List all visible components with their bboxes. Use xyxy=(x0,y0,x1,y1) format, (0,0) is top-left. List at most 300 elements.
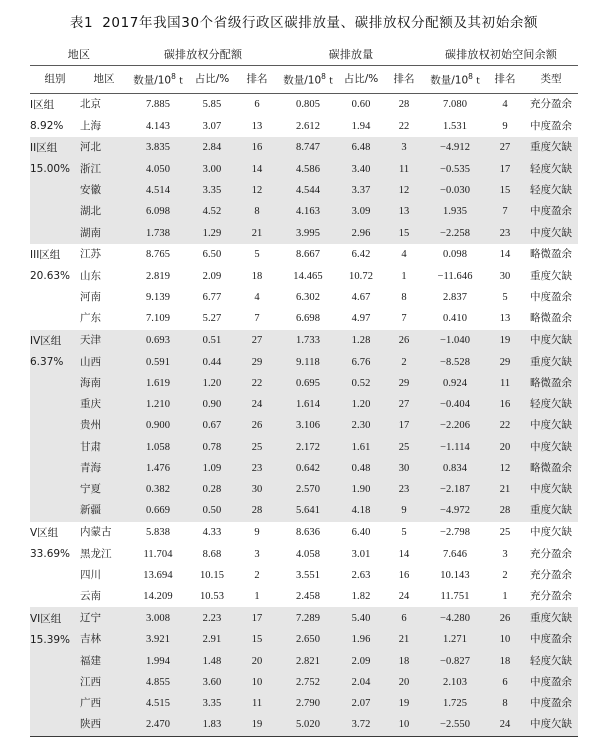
carbon-emission-table xyxy=(30,45,578,737)
cell-emission-quantity: 2.752 xyxy=(278,672,338,693)
cell-alloc-rank: 15 xyxy=(236,629,278,650)
cell-alloc-share: 6.50 xyxy=(202,249,222,261)
cell-alloc-rank: 17 xyxy=(236,607,278,629)
cell-alloc-share: 0.78 xyxy=(188,437,236,458)
table-row xyxy=(30,223,578,244)
cell-emission-rank: 2 xyxy=(384,352,424,373)
cell-province: 甘肃 xyxy=(80,437,128,458)
cell-type: 轻度欠缺 xyxy=(524,394,578,415)
cell-balance-quantity: 1.725 xyxy=(424,693,486,714)
cell-emission-share: 1.94 xyxy=(351,120,371,132)
header-group-allocation: 碳排放权分配额 xyxy=(128,45,278,66)
header-col-bal-qty: 数量$/10^8$ t xyxy=(430,72,480,87)
cell-emission-share: 6.42 xyxy=(351,249,371,261)
cell-alloc-quantity: 1.058 xyxy=(128,437,188,458)
cell-balance-rank: 29 xyxy=(486,352,524,373)
cell-type: 充分盈余 xyxy=(530,590,573,603)
cell-alloc-rank: 27 xyxy=(236,330,278,352)
cell-balance-quantity: 2.837 xyxy=(442,292,468,304)
cell-emission-quantity: 3.106 xyxy=(278,415,338,436)
cell-balance-quantity: 0.098 xyxy=(442,249,468,261)
cell-type: 重度欠缺 xyxy=(530,270,573,283)
cell-alloc-share: 3.00 xyxy=(188,159,236,180)
cell-alloc-quantity: 0.693 xyxy=(128,330,188,352)
cell-type: 中度欠缺 xyxy=(524,437,578,458)
cell-balance-rank: 28 xyxy=(486,500,524,521)
cell-province: 海南 xyxy=(80,373,128,394)
cell-alloc-rank: 28 xyxy=(236,500,278,521)
cell-alloc-quantity: 11.704 xyxy=(143,548,173,560)
cell-balance-quantity: −4.912 xyxy=(424,137,486,159)
cell-emission-quantity: 5.641 xyxy=(278,500,338,521)
cell-emission-quantity: 3.995 xyxy=(278,223,338,244)
header-col-alloc-rank: 排名 xyxy=(246,72,268,85)
cell-emission-quantity: 2.570 xyxy=(278,479,338,500)
cell-balance-rank: 2 xyxy=(502,569,508,581)
cell-province: 湖北 xyxy=(80,201,128,222)
cell-group xyxy=(30,437,80,458)
cell-emission-share: 2.07 xyxy=(338,693,384,714)
cell-type: 轻度欠缺 xyxy=(524,651,578,672)
group-label: II区组 xyxy=(30,142,58,155)
table-row xyxy=(30,500,578,521)
table-row xyxy=(30,308,578,329)
cell-emission-quantity: 1.614 xyxy=(278,394,338,415)
cell-province: 重庆 xyxy=(80,394,128,415)
cell-balance-rank: 8 xyxy=(486,693,524,714)
cell-emission-share: 6.76 xyxy=(338,352,384,373)
cell-alloc-share: 0.44 xyxy=(188,352,236,373)
cell-alloc-rank: 11 xyxy=(236,693,278,714)
cell-alloc-rank: 10 xyxy=(236,672,278,693)
cell-alloc-quantity: 1.476 xyxy=(128,458,188,479)
cell-emission-quantity: 8.667 xyxy=(295,249,321,261)
cell-alloc-quantity: 1.619 xyxy=(128,373,188,394)
cell-emission-rank: 15 xyxy=(384,223,424,244)
cell-province: 吉林 xyxy=(80,629,128,650)
cell-type: 轻度欠缺 xyxy=(524,180,578,201)
cell-balance-quantity: 10.143 xyxy=(440,569,470,581)
cell-alloc-share: 2.23 xyxy=(188,607,236,629)
header-col-alloc-qty: 数量$/10^8$ t xyxy=(133,72,183,87)
cell-alloc-share: 1.29 xyxy=(188,223,236,244)
table-row xyxy=(30,373,578,394)
cell-alloc-rank: 14 xyxy=(236,159,278,180)
cell-alloc-share: 8.68 xyxy=(202,548,222,560)
cell-emission-rank: 6 xyxy=(384,607,424,629)
table-row xyxy=(30,672,578,693)
cell-emission-quantity: 5.020 xyxy=(278,714,338,736)
cell-type: 中度盈余 xyxy=(524,693,578,714)
cell-balance-rank: 1 xyxy=(502,591,508,603)
cell-balance-quantity: 0.924 xyxy=(424,373,486,394)
cell-emission-quantity: 14.465 xyxy=(293,271,323,283)
cell-alloc-rank: 26 xyxy=(236,415,278,436)
cell-province: 辽宁 xyxy=(80,607,128,629)
cell-emission-quantity: 8.747 xyxy=(278,137,338,159)
header-col-group: 组别 xyxy=(44,72,66,85)
cell-emission-share: 5.40 xyxy=(338,607,384,629)
cell-emission-share: 1.96 xyxy=(338,629,384,650)
cell-balance-quantity: −0.030 xyxy=(424,180,486,201)
cell-balance-rank: 3 xyxy=(502,548,508,560)
cell-alloc-quantity: 5.838 xyxy=(145,526,171,538)
cell-type: 中度欠缺 xyxy=(524,714,578,736)
cell-province: 贵州 xyxy=(80,415,128,436)
cell-group xyxy=(30,244,80,266)
cell-alloc-quantity: 13.694 xyxy=(143,569,173,581)
table-row xyxy=(30,693,578,714)
cell-group xyxy=(30,93,80,116)
cell-alloc-quantity: 6.098 xyxy=(128,201,188,222)
cell-alloc-quantity: 3.835 xyxy=(128,137,188,159)
cell-type: 重度欠缺 xyxy=(524,607,578,629)
cell-type: 略微盈余 xyxy=(524,373,578,394)
cell-province: 北京 xyxy=(80,97,101,110)
cell-emission-quantity: 1.733 xyxy=(278,330,338,352)
cell-type: 中度欠缺 xyxy=(530,525,573,538)
cell-balance-quantity: −2.206 xyxy=(424,415,486,436)
header-col-bal-rank: 排名 xyxy=(494,72,516,85)
cell-emission-share: 0.52 xyxy=(338,373,384,394)
table-row xyxy=(30,352,578,373)
cell-emission-rank: 27 xyxy=(384,394,424,415)
cell-type: 中度欠缺 xyxy=(524,415,578,436)
cell-province: 宁夏 xyxy=(80,479,128,500)
cell-balance-quantity: 1.531 xyxy=(442,120,468,132)
cell-balance-rank: 4 xyxy=(502,98,508,110)
cell-alloc-quantity: 1.994 xyxy=(128,651,188,672)
table-row xyxy=(30,458,578,479)
cell-alloc-rank: 8 xyxy=(236,201,278,222)
cell-emission-share: 6.40 xyxy=(351,526,371,538)
group-percentage: 20.63% xyxy=(30,270,71,283)
cell-province: 上海 xyxy=(80,119,101,132)
cell-emission-share: 1.82 xyxy=(351,591,371,603)
cell-alloc-quantity: 1.738 xyxy=(128,223,188,244)
cell-group xyxy=(30,223,80,244)
cell-alloc-share: 1.09 xyxy=(188,458,236,479)
cell-group xyxy=(30,479,80,500)
cell-emission-share: 0.60 xyxy=(351,98,371,110)
header-group-balance: 碳排放权初始空间余额 xyxy=(424,45,578,66)
cell-emission-quantity: 4.058 xyxy=(295,548,321,560)
cell-balance-rank: 21 xyxy=(486,479,524,500)
cell-emission-quantity: 2.172 xyxy=(278,437,338,458)
cell-group xyxy=(30,629,80,650)
cell-alloc-quantity: 4.050 xyxy=(128,159,188,180)
cell-province: 安徽 xyxy=(80,180,128,201)
cell-balance-rank: 10 xyxy=(486,629,524,650)
header-sub-row xyxy=(30,66,578,94)
cell-emission-share: 2.04 xyxy=(338,672,384,693)
cell-province: 新疆 xyxy=(80,500,128,521)
header-col-alloc-share: 占比/% xyxy=(194,72,230,85)
cell-province: 黑龙江 xyxy=(80,547,112,560)
cell-emission-quantity: 6.698 xyxy=(295,313,321,325)
cell-emission-rank: 16 xyxy=(398,569,410,581)
cell-balance-rank: 25 xyxy=(499,526,511,538)
table-row xyxy=(30,394,578,415)
cell-balance-quantity: 2.103 xyxy=(424,672,486,693)
cell-group xyxy=(30,137,80,159)
cell-province: 浙江 xyxy=(80,159,128,180)
table-row xyxy=(30,266,578,287)
cell-alloc-rank: 22 xyxy=(236,373,278,394)
cell-emission-rank: 9 xyxy=(384,500,424,521)
cell-alloc-quantity: 0.591 xyxy=(128,352,188,373)
caption-text: 2017年我国30个省级行政区碳排放量、碳排放权分配额及其初始余额 xyxy=(102,15,539,31)
cell-emission-share: 4.67 xyxy=(351,292,371,304)
cell-balance-rank: 17 xyxy=(486,159,524,180)
cell-balance-rank: 16 xyxy=(486,394,524,415)
cell-type: 充分盈余 xyxy=(530,547,573,560)
cell-alloc-rank: 4 xyxy=(254,292,260,304)
cell-balance-quantity: −1.114 xyxy=(424,437,486,458)
cell-alloc-share: 4.33 xyxy=(202,526,222,538)
cell-emission-share: 3.01 xyxy=(351,548,371,560)
table-row xyxy=(30,714,578,736)
cell-emission-quantity: 6.302 xyxy=(295,292,321,304)
cell-type: 中度盈余 xyxy=(530,291,573,304)
cell-alloc-rank: 5 xyxy=(254,249,260,261)
cell-type: 充分盈余 xyxy=(530,97,573,110)
cell-type: 中度欠缺 xyxy=(524,223,578,244)
cell-emission-rank: 29 xyxy=(384,373,424,394)
cell-alloc-rank: 18 xyxy=(251,271,263,283)
header-group-emission: 碳排放量 xyxy=(278,45,424,66)
table-row xyxy=(30,244,578,266)
cell-province: 广东 xyxy=(80,312,101,325)
cell-emission-quantity: 4.544 xyxy=(278,180,338,201)
cell-emission-share: 1.61 xyxy=(338,437,384,458)
cell-balance-quantity: −11.646 xyxy=(437,271,473,283)
cell-balance-quantity: −2.187 xyxy=(424,479,486,500)
table-row xyxy=(30,180,578,201)
cell-alloc-rank: 29 xyxy=(236,352,278,373)
cell-type: 充分盈余 xyxy=(530,568,573,581)
cell-province: 陕西 xyxy=(80,714,128,736)
cell-emission-share: 1.28 xyxy=(338,330,384,352)
cell-emission-rank: 5 xyxy=(401,526,407,538)
cell-alloc-rank: 13 xyxy=(251,120,263,132)
cell-emission-rank: 7 xyxy=(401,313,407,325)
cell-alloc-share: 1.48 xyxy=(188,651,236,672)
cell-group xyxy=(30,458,80,479)
group-label: III区组 xyxy=(30,249,61,262)
cell-emission-rank: 24 xyxy=(398,591,410,603)
cell-group xyxy=(30,693,80,714)
header-col-emis-share: 占比/% xyxy=(343,72,379,85)
cell-alloc-share: 5.27 xyxy=(202,313,222,325)
table-row xyxy=(30,565,578,586)
cell-balance-rank: 14 xyxy=(499,249,511,261)
cell-balance-rank: 20 xyxy=(486,437,524,458)
cell-balance-rank: 15 xyxy=(486,180,524,201)
cell-alloc-share: 6.77 xyxy=(202,292,222,304)
cell-alloc-share: 0.50 xyxy=(188,500,236,521)
group-label: I区组 xyxy=(30,98,55,111)
group-label: VI区组 xyxy=(30,612,62,625)
cell-alloc-rank: 6 xyxy=(254,98,260,110)
cell-group xyxy=(30,565,80,586)
table-row xyxy=(30,137,578,159)
cell-province: 广西 xyxy=(80,693,128,714)
cell-alloc-rank: 19 xyxy=(236,714,278,736)
cell-alloc-quantity: 9.139 xyxy=(145,292,171,304)
cell-emission-share: 6.48 xyxy=(338,137,384,159)
cell-balance-quantity: −4.972 xyxy=(424,500,486,521)
cell-group xyxy=(30,415,80,436)
cell-alloc-rank: 16 xyxy=(236,137,278,159)
cell-type: 中度盈余 xyxy=(524,629,578,650)
cell-alloc-share: 10.53 xyxy=(199,591,225,603)
cell-group xyxy=(30,266,80,287)
cell-group xyxy=(30,373,80,394)
cell-balance-quantity: −8.528 xyxy=(424,352,486,373)
cell-alloc-rank: 1 xyxy=(254,591,260,603)
cell-emission-quantity: 0.805 xyxy=(295,98,321,110)
cell-alloc-rank: 2 xyxy=(254,569,260,581)
table-container xyxy=(0,45,608,737)
cell-balance-quantity: −2.258 xyxy=(424,223,486,244)
cell-alloc-rank: 12 xyxy=(236,180,278,201)
cell-alloc-quantity: 4.515 xyxy=(128,693,188,714)
header-col-emis-qty: 数量$/10^8$ t xyxy=(283,72,333,87)
cell-alloc-share: 2.84 xyxy=(188,137,236,159)
cell-alloc-share: 2.09 xyxy=(202,271,222,283)
table-row xyxy=(30,287,578,308)
cell-type: 重度欠缺 xyxy=(524,137,578,159)
cell-balance-quantity: 1.271 xyxy=(424,629,486,650)
cell-group xyxy=(30,352,80,373)
cell-emission-share: 3.09 xyxy=(338,201,384,222)
cell-alloc-rank: 24 xyxy=(236,394,278,415)
cell-emission-quantity: 2.650 xyxy=(278,629,338,650)
table-row xyxy=(30,522,578,544)
cell-balance-quantity: −2.798 xyxy=(439,526,471,538)
cell-emission-quantity: 8.636 xyxy=(295,526,321,538)
cell-alloc-quantity: 0.669 xyxy=(128,500,188,521)
table-row xyxy=(30,629,578,650)
cell-balance-quantity: 0.410 xyxy=(442,313,468,325)
table-row xyxy=(30,437,578,458)
cell-alloc-quantity: 4.514 xyxy=(128,180,188,201)
cell-alloc-rank: 23 xyxy=(236,458,278,479)
cell-province: 福建 xyxy=(80,651,128,672)
cell-emission-share: 4.18 xyxy=(338,500,384,521)
table-row xyxy=(30,544,578,565)
cell-province: 湖南 xyxy=(80,223,128,244)
cell-province: 青海 xyxy=(80,458,128,479)
cell-alloc-share: 3.60 xyxy=(188,672,236,693)
group-percentage: 15.39% xyxy=(30,633,71,646)
cell-alloc-rank: 25 xyxy=(236,437,278,458)
cell-alloc-share: 0.67 xyxy=(188,415,236,436)
cell-alloc-share: 0.28 xyxy=(188,479,236,500)
cell-alloc-quantity: 0.382 xyxy=(128,479,188,500)
cell-type: 中度盈余 xyxy=(530,119,573,132)
cell-balance-rank: 9 xyxy=(502,120,508,132)
cell-balance-rank: 11 xyxy=(486,373,524,394)
cell-province: 云南 xyxy=(80,590,101,603)
cell-balance-quantity: 1.935 xyxy=(424,201,486,222)
group-label: V区组 xyxy=(30,526,59,539)
cell-type: 中度欠缺 xyxy=(524,479,578,500)
cell-balance-rank: 18 xyxy=(486,651,524,672)
header-group-region: 地区 xyxy=(30,45,128,66)
cell-group xyxy=(30,544,80,565)
cell-emission-share: 2.09 xyxy=(338,651,384,672)
group-label: IV区组 xyxy=(30,335,62,348)
cell-province: 四川 xyxy=(80,568,101,581)
cell-group xyxy=(30,116,80,137)
cell-alloc-quantity: 1.210 xyxy=(128,394,188,415)
cell-type: 中度欠缺 xyxy=(524,330,578,352)
cell-type: 重度欠缺 xyxy=(524,352,578,373)
cell-emission-rank: 18 xyxy=(384,651,424,672)
cell-balance-quantity: −1.040 xyxy=(424,330,486,352)
cell-province: 山西 xyxy=(80,352,128,373)
cell-emission-rank: 28 xyxy=(398,98,410,110)
table-row xyxy=(30,479,578,500)
cell-balance-rank: 22 xyxy=(486,415,524,436)
cell-balance-quantity: −0.404 xyxy=(424,394,486,415)
cell-emission-quantity: 2.458 xyxy=(295,591,321,603)
cell-emission-rank: 19 xyxy=(384,693,424,714)
cell-group xyxy=(30,651,80,672)
cell-emission-rank: 8 xyxy=(401,292,407,304)
cell-province: 山东 xyxy=(80,270,101,283)
cell-type: 轻度欠缺 xyxy=(524,159,578,180)
cell-emission-rank: 4 xyxy=(401,249,407,261)
cell-province: 江苏 xyxy=(80,248,101,261)
cell-alloc-quantity: 2.470 xyxy=(128,714,188,736)
cell-balance-rank: 19 xyxy=(486,330,524,352)
cell-group xyxy=(30,201,80,222)
cell-province: 江西 xyxy=(80,672,128,693)
table-row xyxy=(30,93,578,116)
cell-type: 略微盈余 xyxy=(530,248,573,261)
cell-province: 内蒙古 xyxy=(80,525,112,538)
cell-province: 河北 xyxy=(80,137,128,159)
cell-balance-quantity: −0.535 xyxy=(424,159,486,180)
cell-alloc-rank: 21 xyxy=(236,223,278,244)
cell-alloc-quantity: 4.855 xyxy=(128,672,188,693)
cell-emission-share: 3.37 xyxy=(338,180,384,201)
table-row xyxy=(30,159,578,180)
cell-group xyxy=(30,180,80,201)
cell-balance-rank: 13 xyxy=(499,313,511,325)
cell-balance-quantity: −0.827 xyxy=(424,651,486,672)
group-percentage: 33.69% xyxy=(30,548,71,561)
cell-province: 天津 xyxy=(80,330,128,352)
table-row xyxy=(30,586,578,607)
cell-emission-quantity: 2.612 xyxy=(295,120,321,132)
cell-alloc-quantity: 14.209 xyxy=(143,591,173,603)
cell-alloc-share: 5.85 xyxy=(202,98,222,110)
cell-group xyxy=(30,159,80,180)
cell-group xyxy=(30,394,80,415)
cell-alloc-rank: 9 xyxy=(254,526,260,538)
cell-alloc-rank: 20 xyxy=(236,651,278,672)
table-caption xyxy=(0,0,608,45)
cell-type: 重度欠缺 xyxy=(524,500,578,521)
cell-group xyxy=(30,330,80,352)
cell-group xyxy=(30,287,80,308)
header-col-region: 地区 xyxy=(93,72,115,85)
cell-emission-rank: 20 xyxy=(384,672,424,693)
